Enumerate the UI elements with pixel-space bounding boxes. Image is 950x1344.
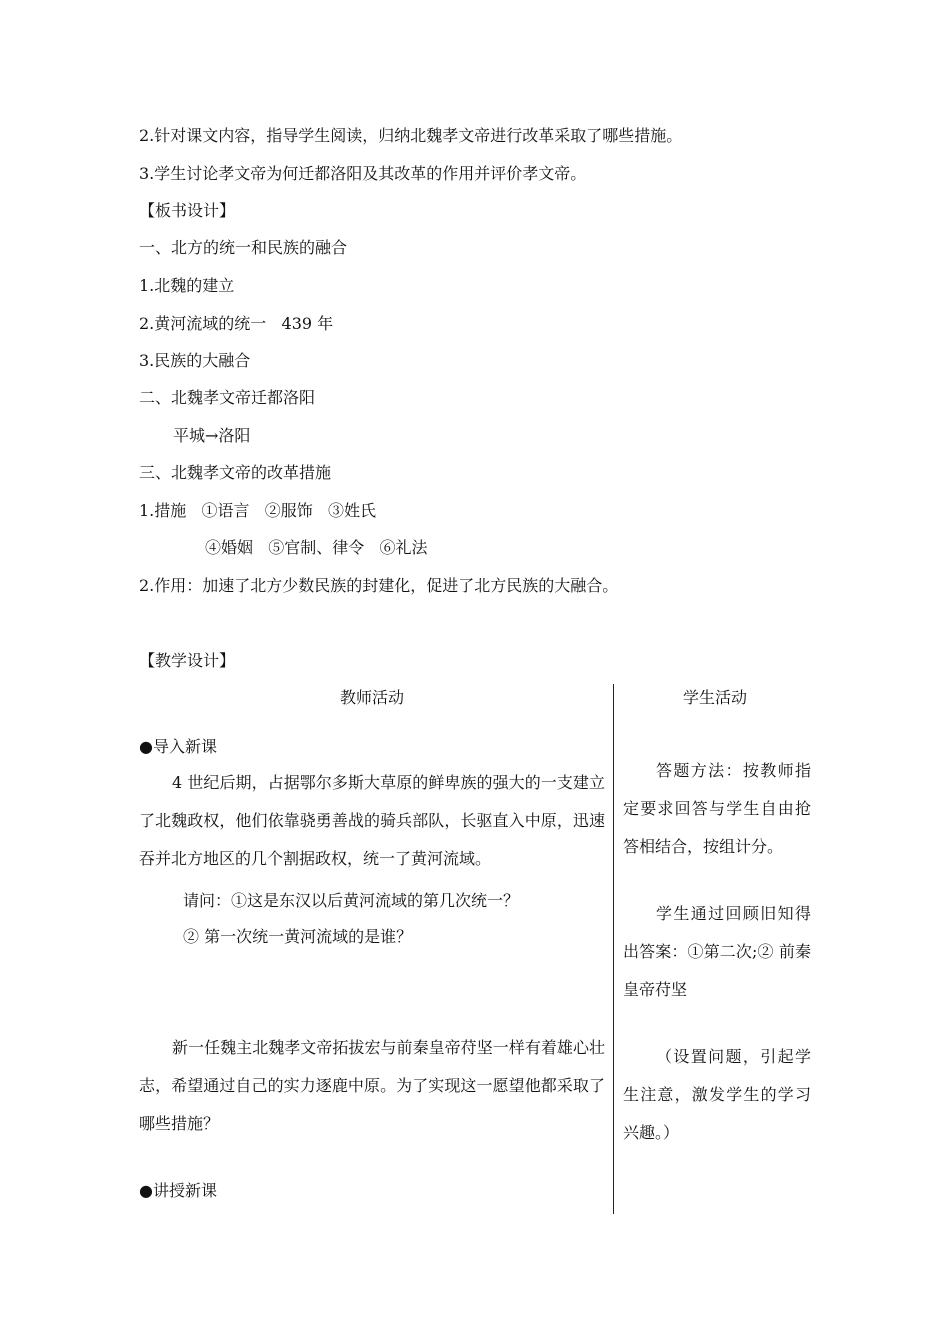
text-line: 1.措施 ①语言 ②服饰 ③姓氏 bbox=[139, 501, 377, 520]
text-line: 一、北方的统一和民族的融合 bbox=[139, 238, 348, 257]
lecture-heading: ●讲授新课 bbox=[139, 1181, 217, 1200]
text-line: 2.黄河流域的统一 439 年 bbox=[139, 314, 334, 333]
section-heading: 【教学设计】 bbox=[139, 651, 236, 670]
column-divider bbox=[613, 684, 614, 1214]
text-line: 3.学生讨论孝文帝为何迁都洛阳及其改革的作用并评价孝文帝。 bbox=[139, 164, 587, 183]
text-line: 1.北魏的建立 bbox=[139, 276, 235, 295]
intro-paragraph: 4 世纪后期，占据鄂尔多斯大草原的鲜卑族的强大的一支建立了北魏政权，他们依靠骁勇善战的骑兵部队，长驱直入中原，迅速吞并北方地区的几个割据政权，统一了黄河流域。 bbox=[139, 773, 605, 868]
text-line: 平城→洛阳 bbox=[173, 426, 251, 445]
student-paragraph: 答题方法：按教师指定要求回答与学生自由抢答相结合，按组计分。 bbox=[623, 761, 811, 856]
text-line: 二、北魏孝文帝迁都洛阳 bbox=[139, 388, 316, 407]
paragraph: 新一任魏主北魏孝文帝拓拔宏与前秦皇帝苻坚一样有着雄心壮志，希望通过自己的实力逐鹿中原。为了实现这一愿望他都采取了哪些措施？ bbox=[139, 1038, 605, 1133]
question-line: 请问：①这是东汉以后黄河流域的第几次统一？ bbox=[183, 891, 520, 910]
student-paragraph: 学生通过回顾旧知得出答案：①第二次;② 前秦皇帝苻坚 bbox=[623, 904, 811, 999]
text-line: 2.针对课文内容，指导学生阅读，归纳北魏孝文帝进行改革采取了哪些措施。 bbox=[139, 126, 683, 145]
text-line: 3.民族的大融合 bbox=[139, 351, 251, 370]
section-heading: 【板书设计】 bbox=[139, 201, 236, 220]
student-activity-header: 学生活动 bbox=[683, 688, 748, 707]
text-line: ④婚姻 ⑤官制、律令 ⑥礼法 bbox=[205, 538, 428, 557]
teacher-activity-header: 教师活动 bbox=[340, 688, 405, 707]
question-line: ② 第一次统一黄河流域的是谁？ bbox=[183, 927, 413, 946]
text-line: 三、北魏孝文帝的改革措施 bbox=[139, 463, 332, 482]
text-line: 2.作用：加速了北方少数民族的封建化，促进了北方民族的大融合。 bbox=[139, 576, 619, 595]
intro-heading: ●导入新课 bbox=[139, 737, 217, 756]
student-paragraph: （设置问题，引起学生注意，激发学生的学习兴趣。） bbox=[623, 1047, 811, 1142]
